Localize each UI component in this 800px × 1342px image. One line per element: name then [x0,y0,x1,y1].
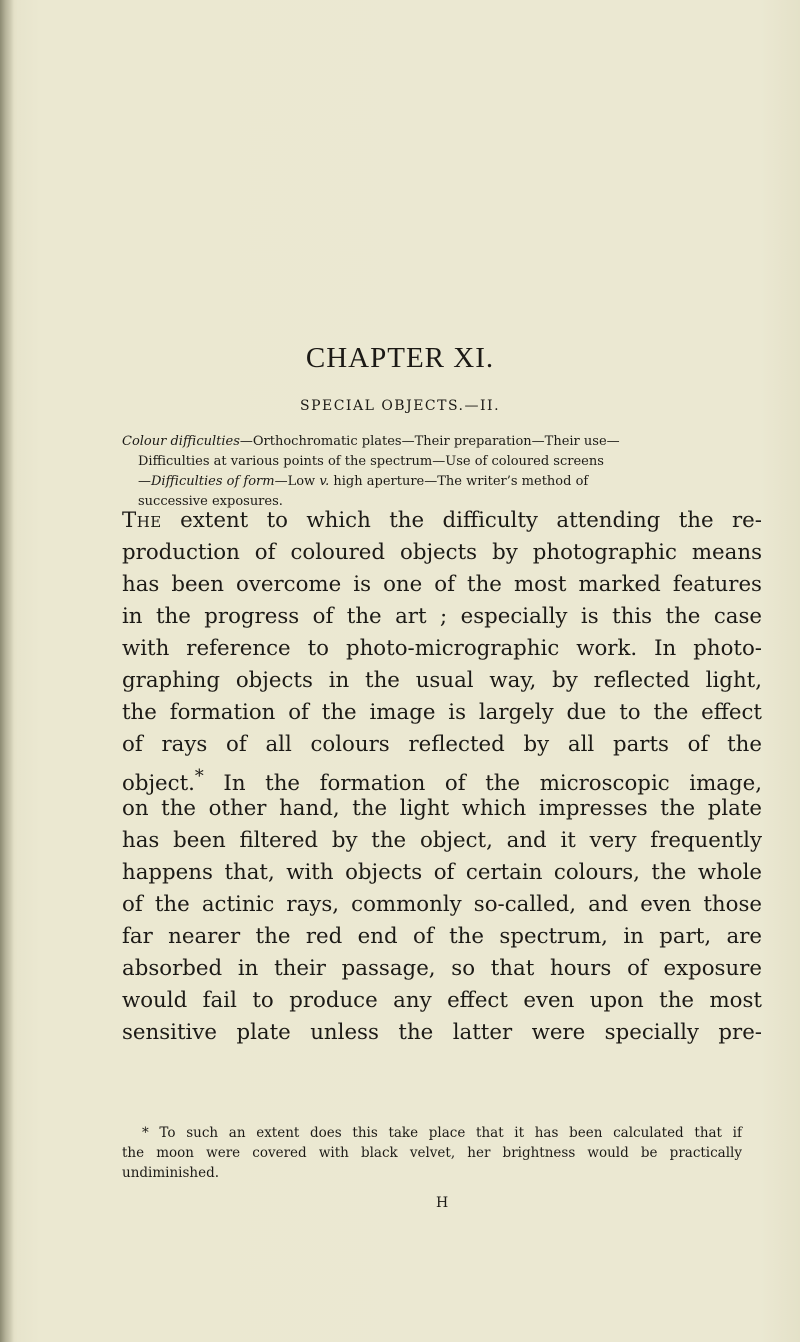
footnote [122,1123,742,1183]
footnote-line: * To such an extent does this take place that it has been calculated that if [142,1125,742,1141]
summary-italic: v. [319,474,330,489]
chapter-subtitle: SPECIAL OBJECTS.—II. [299,398,501,414]
binding-shadow [0,0,14,1342]
body-line-text: object. [122,771,195,797]
body-line [122,761,762,797]
signature-mark: H [436,1195,449,1211]
chapter-summary [122,432,750,512]
body-line: production of coloured objects by photographic means [122,540,762,565]
footnote-line: undiminished. [122,1165,220,1181]
footnote-line: the moon were covered with black velvet, her brightness would be practically [122,1145,742,1161]
body-line: on the other hand, the light which impresses the plate [122,796,762,821]
summary-line: successive exposures. [138,494,283,509]
body-line: with reference to photo-micrographic work. In photo- [122,636,762,661]
body-line: would fail to produce any effect even upon the most [122,988,762,1013]
summary-text: —Orthochromatic plates—Their preparation—Their use— [239,434,620,449]
body-line: happens that, with objects of certain colours, the whole [122,860,762,885]
body-paragraph [122,505,762,1049]
body-line: the formation of the image is largely due to the effect [122,700,762,725]
lead-word: The [122,508,162,533]
body-line-text: extent to which the difficulty attending the re- [161,508,762,533]
body-line: sensitive plate unless the latter were specially pre- [122,1020,762,1045]
body-line: of rays of all colours reflected by all parts of the [122,732,762,757]
chapter-title: CHAPTER XI. [305,342,495,374]
summary-text: —Low [274,474,320,489]
body-line [122,505,762,537]
body-line: absorbed in their passage, so that hours of exposure [122,956,762,981]
body-line: has been overcome is one of the most marked features [122,572,762,597]
body-line-text: In the formation of the microscopic image, [203,771,762,797]
body-line: has been filtered by the object, and it very frequently [122,828,762,853]
body-line: far nearer the red end of the spectrum, in part, are [122,924,762,949]
summary-italic: Colour difficulties [122,434,240,449]
summary-line [122,472,750,492]
body-line: graphing objects in the usual way, by reflected light, [122,668,762,693]
body-line: in the progress of the art ; especially is this the case [122,604,762,629]
summary-text: — [138,474,151,489]
summary-line [122,432,750,452]
summary-line: Difficulties at various points of the spectrum—Use of coloured screens [138,454,604,469]
summary-text: high aperture—The writer’s method of [329,474,589,489]
summary-italic: Difficulties of form [151,474,275,489]
footnote-marker: * [194,767,204,787]
body-line: of the actinic rays, commonly so-called, and even those [122,892,762,917]
